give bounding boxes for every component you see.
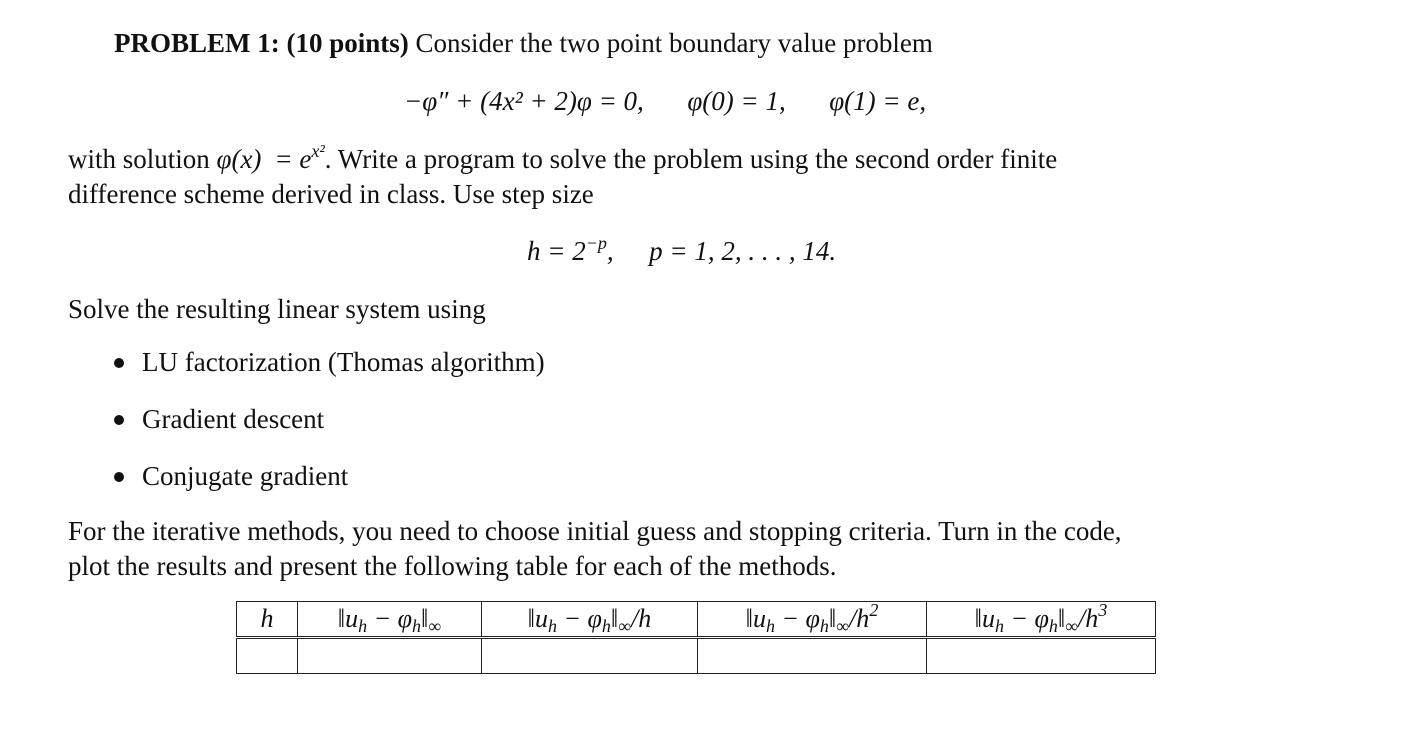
problem-intro: Consider the two point boundary value problem [415,28,933,58]
bullet-icon [114,472,124,482]
bullet-icon [114,358,124,368]
iterative-line-1: For the iterative methods, you need to choose initial guess and stopping criteria. Turn in the code, [68,516,1122,546]
bc-right: φ(1) = e, [829,86,927,116]
table-cell [237,638,298,674]
h-exp: −p [585,233,607,253]
table-row [237,638,1156,674]
table-cell [698,638,927,674]
h-def: h = 2 [527,236,586,266]
method-item-conjugate-gradient: Conjugate gradient [114,463,348,490]
solution-prefix: with solution [68,144,210,174]
problem-heading-line [114,30,933,57]
solution-exponent: x² [311,141,325,161]
solve-line: Solve the resulting linear system using [68,294,486,324]
bullet-icon [114,415,124,425]
table-cell [298,638,482,674]
solution-suffix: . Write a program to solve the problem using the second order finite [324,144,1058,174]
table-cell [927,638,1156,674]
results-table [236,601,1156,674]
header-error: $‖u_h$ − $\varphi_h‖_\infty$ [298,602,482,638]
solution-equals: = [276,144,292,174]
solution-line [68,141,1058,174]
header-error-over-h2: $‖u_h$ − $\varphi_h‖_\infty/h^2$ [698,602,927,638]
method-item-lu: LU factorization (Thomas algorithm) [114,349,545,376]
method-item-gradient-descent: Gradient descent [114,406,324,433]
solution-phi-x: φ(x) [216,144,262,174]
header-error-over-h: $‖u_h$ − $\varphi_h‖_\infty/h$ [482,602,698,638]
bc-left: φ(0) = 1, [687,86,786,116]
problem-heading: PROBLEM 1: (10 points) [114,28,409,58]
header-error-over-h3: $‖u_h$ − $\varphi_h‖_\infty/h^3$ [927,602,1156,638]
solution-e-base: e [299,144,312,174]
p-def: p = 1, 2, . . . , 14. [649,236,837,266]
stepsize-equation: $h = 2^{-p}$, p = 1, 2, . . . , 14. [527,233,837,266]
iterative-line-2: plot the results and present the following table for each of the methods. [68,551,837,581]
difference-scheme-line: difference scheme derived in class. Use step size [68,179,594,209]
header-h: h [237,602,298,638]
ode-equation [404,88,926,115]
ode-lhs: −φ″ + (4x² + 2)φ = 0, [404,86,644,116]
table-cell [482,638,698,674]
table-header-row [237,602,1156,638]
